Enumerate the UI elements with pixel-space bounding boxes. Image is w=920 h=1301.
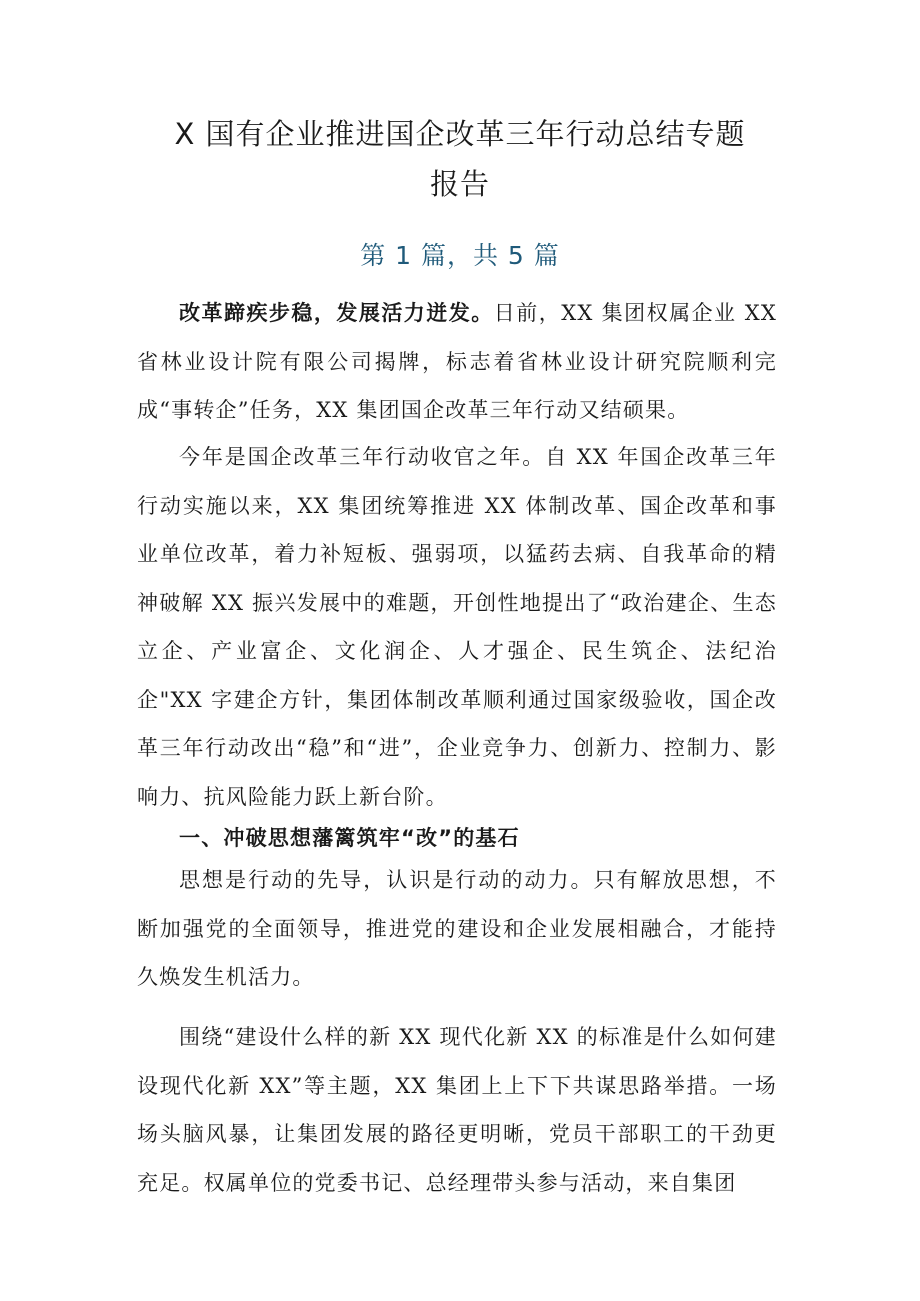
paragraph-1-lead: 改革蹄疾步稳，发展活力迸发。 (179, 301, 494, 325)
paragraph-4: 围绕“建设什么样的新 XX 现代化新 XX 的标准是什么如何建设现代化新 XX”等主题，XX 集团上上下下共谋思路举措。一场场头脑风暴，让集团发展的路径更明晰，党员干部职工的干劲更充足。权属单位的党委书记、总经理带头参与活动，来自集团 (137, 1025, 777, 1195)
document-subtitle: 第 1 篇，共 5 篇 (360, 241, 560, 270)
paragraph-3: 思想是行动的先导，认识是行动的动力。只有解放思想，不断加强党的全面领导，推进党的建设和企业发展相融合，才能持久焕发生机活力。 (137, 868, 777, 989)
paragraph-1-text: 日前，XX 集团权属企业 XX 省林业设计院有限公司揭牌，标志着省林业设计研究院顺利完成“事转企”任务，XX 集团国企改革三年行动又结硕果。 (137, 301, 777, 422)
document-title-line2: 报告 (429, 167, 490, 201)
paragraph-2: 今年是国企改革三年行动收官之年。自 XX 年国企改革三年行动实施以来，XX 集团统筹推进 XX 体制改革、国企改革和事业单位改革，着力补短板、强弱项，以猛药去病、自我革命的精神破解 XX 振兴发展中的难题，开创性地提出了“政治建企、生态立企、产业富企、文化润企、人才强企、民生筑企、法纪治企"XX 字建企方针，集团体制改革顺利通过国家级验收，国企改革三年行动改出“稳”和“进”，企业竞争力、创新力、控制力、影响力、抗风险能力跃上新台阶。 (137, 445, 777, 809)
section-heading-1: 一、冲破思想藩篱筑牢“改”的基石 (179, 826, 520, 850)
document-title-line1: X 国有企业推进国企改革三年行动总结专题 (174, 117, 746, 151)
paragraph-1 (137, 289, 777, 435)
